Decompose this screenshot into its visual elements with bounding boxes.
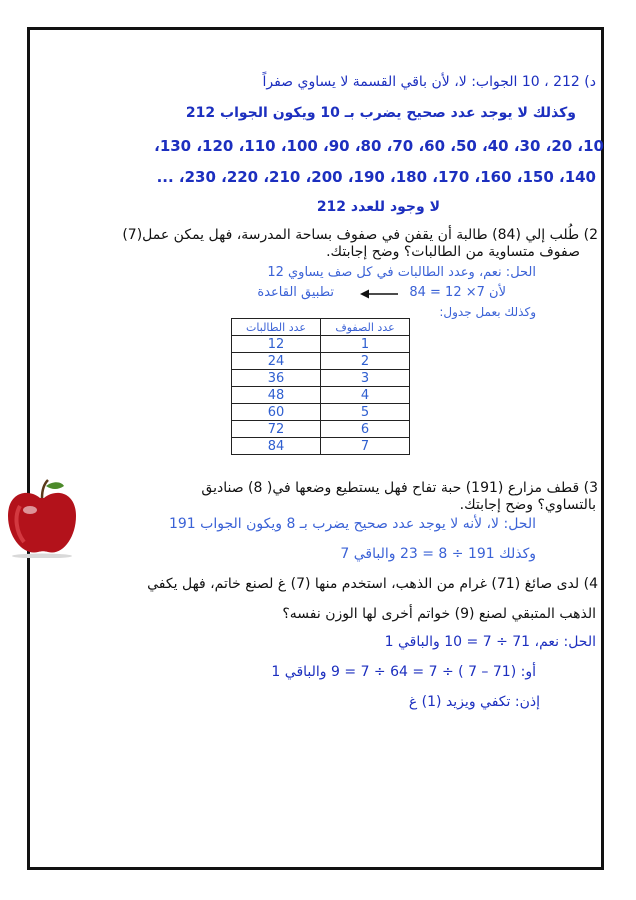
table-row xyxy=(232,438,410,455)
answer-d-explanation: وكذلك لا يوجد عدد صحيح يضرب بـ 10 ويكون الجواب 212 xyxy=(185,105,576,121)
students-rows-table xyxy=(231,318,410,455)
answer-d-conclusion: لا وجود للعدد 212 xyxy=(316,199,440,215)
multiples-line-1: 10، 20، 30، 40، 50، 60، 70، 80، 90، 100، 110، 120، 130، xyxy=(154,137,604,155)
question-3-solution: الحل: لا، لأنه لا يوجد عدد صحيح يضرب بـ 8 ويكون الجواب 191 xyxy=(168,516,536,532)
table-row xyxy=(232,404,410,421)
table-cell: 3 xyxy=(321,370,410,387)
multiples-line-2: 140، 150، 160، 170، 180، 190، 200، 210، 220، 230، ... xyxy=(156,168,596,186)
table-header-students: عدد الطالبات xyxy=(232,319,321,336)
question-4-conclusion: إذن: تكفي ويزيد (1) غ xyxy=(408,694,540,710)
table-cell: 36 xyxy=(232,370,321,387)
table-header-row xyxy=(232,319,410,336)
arrow-left-icon xyxy=(360,288,400,300)
question-4-solution: الحل: نعم، 71 ÷ 7 = 10 والباقي 1 xyxy=(384,634,596,650)
question-2-line-2: صفوف متساوية من الطالبات؟ وضح إجابتك. xyxy=(326,244,580,260)
table-row xyxy=(232,353,410,370)
table-cell: 72 xyxy=(232,421,321,438)
table-cell: 2 xyxy=(321,353,410,370)
table-row xyxy=(232,336,410,353)
question-3-line-1: 3) قطف مزارع (191) حبة تفاح فهل يستطيع وضعها في( 8) صناديق xyxy=(201,480,598,496)
red-apple-icon xyxy=(2,476,80,558)
table-row xyxy=(232,387,410,404)
question-3-line-2: بالتساوي؟ وضح إجابتك. xyxy=(459,497,596,513)
question-2-line-1: 2) طُلب إلي (84) طالبة أن يقفن في صفوف بساحة المدرسة، فهل يمكن عمل(7) xyxy=(122,227,598,243)
question-4-alternative: أو: (71 – 7 ) ÷ 7 = 64 ÷ 7 = 9 والباقي 1 xyxy=(271,664,536,680)
question-4-line-1: 4) لدى صائغ (71) غرام من الذهب، استخدم منها (7) غ لصنع خاتم، فهل يكفي xyxy=(147,576,598,592)
table-cell: 24 xyxy=(232,353,321,370)
question-2-solution: الحل: نعم، وعدد الطالبات في كل صف يساوي 12 xyxy=(267,265,536,280)
table-cell: 12 xyxy=(232,336,321,353)
table-cell: 6 xyxy=(321,421,410,438)
table-cell: 7 xyxy=(321,438,410,455)
answer-d-line: د) 212 ، 10 الجواب: لا، لأن باقي القسمة لا يساوي صفراً xyxy=(262,74,596,90)
question-4-line-2: الذهب المتبقي لصنع (9) خواتم أخرى لها الوزن نفسه؟ xyxy=(282,606,596,622)
question-2-equation: لأن 7× 12 = 84 xyxy=(409,285,506,300)
table-row xyxy=(232,421,410,438)
table-header-rows: عدد الصفوف xyxy=(321,319,410,336)
table-row xyxy=(232,370,410,387)
table-cell: 84 xyxy=(232,438,321,455)
table-cell: 4 xyxy=(321,387,410,404)
rule-application-label: تطبيق القاعدة xyxy=(257,285,334,300)
table-cell: 60 xyxy=(232,404,321,421)
table-cell: 48 xyxy=(232,387,321,404)
question-3-division: وكذلك 191 ÷ 8 = 23 والباقي 7 xyxy=(340,546,536,562)
table-cell: 5 xyxy=(321,404,410,421)
table-cell: 1 xyxy=(321,336,410,353)
table-intro: وكذلك بعمل جدول: xyxy=(439,305,536,319)
